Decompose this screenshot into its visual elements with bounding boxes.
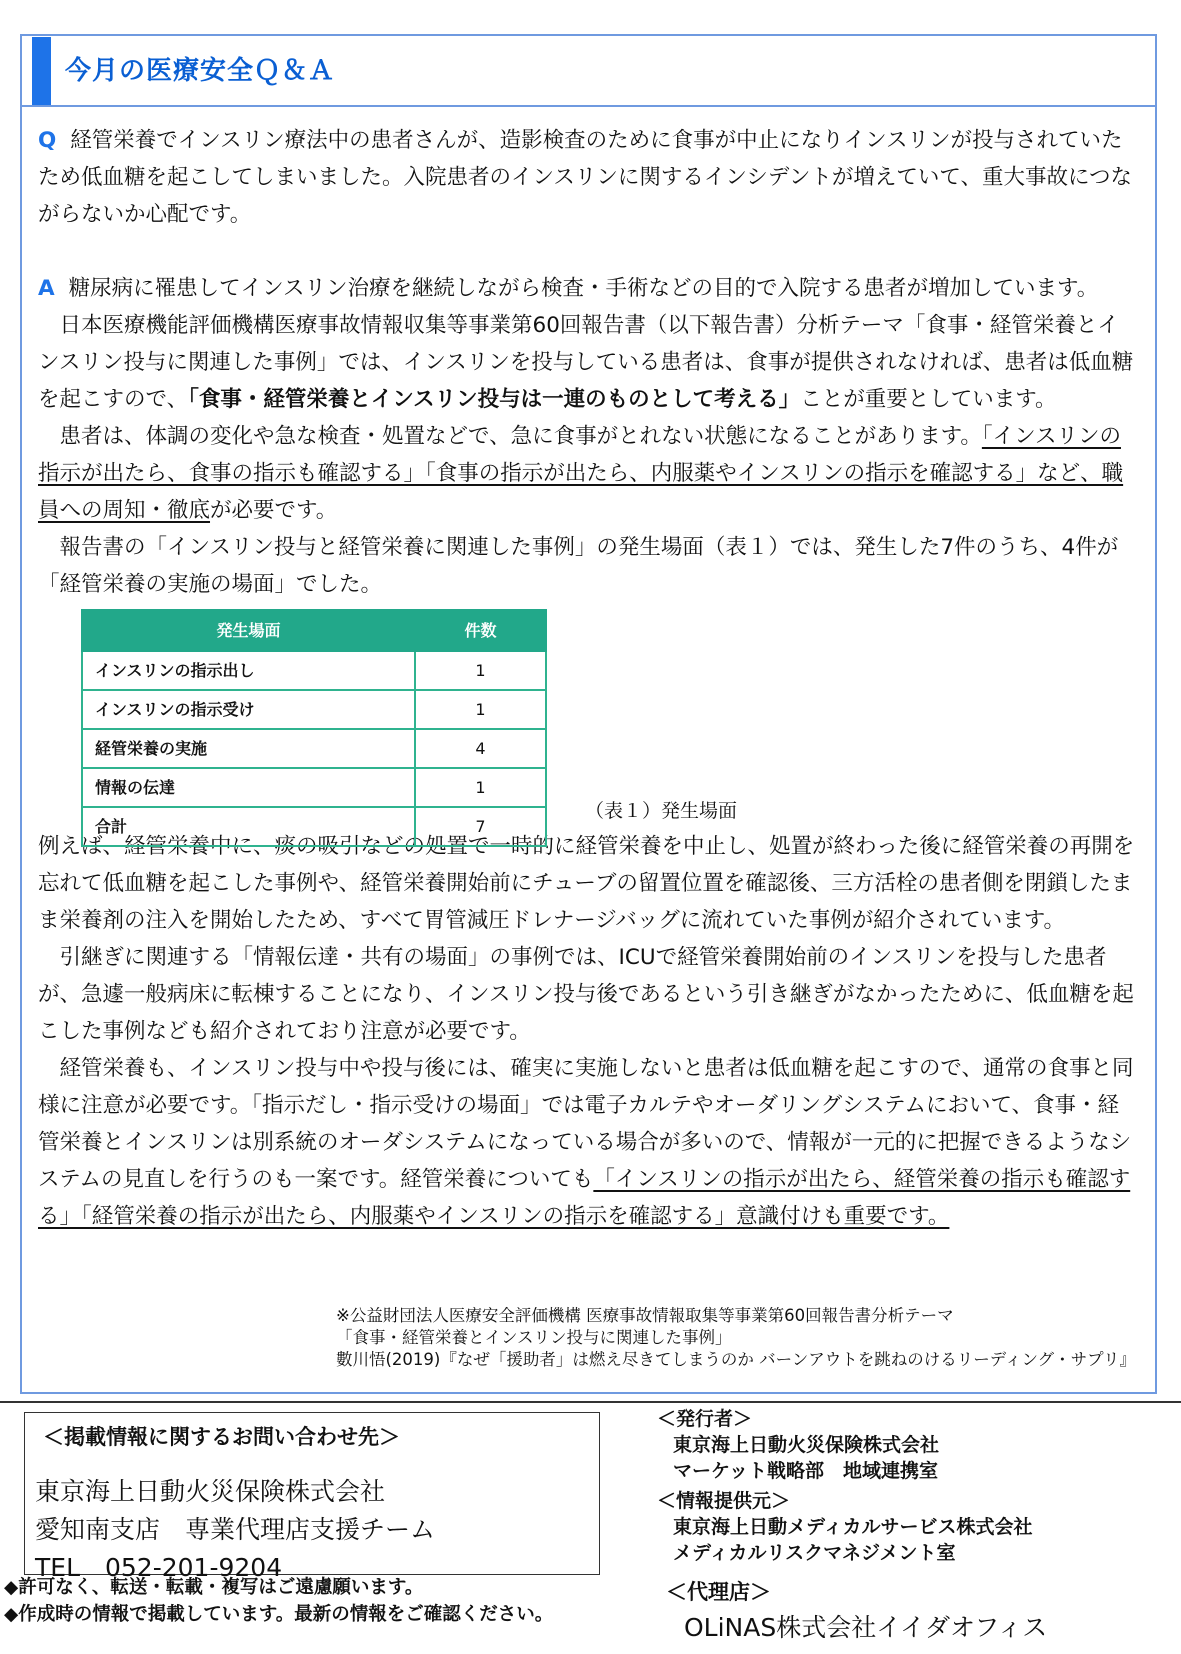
table-row: インスリンの指示受け 1 (82, 690, 546, 729)
answer-mark: A (38, 276, 55, 301)
answer-paragraph-3: 患者は、体調の変化や急な検査・処置などで、急に食事がとれない状態になることがあります。「インスリンの指示が出たら、食事の指示も確認する」「食事の指示が出たら、内服薬やインスリンの指示を確認する」など、職員への周知・徹底が必要です。 (38, 424, 1124, 523)
header-accent-bar (32, 37, 51, 105)
answer-paragraph-7: 経管栄養も、インスリン投与中や投与後には、確実に実施しないと患者は低血糖を起こすので、通常の食事と同様に注意が必要です。「指示だし・指示受けの場面」では電子カルテやオーダリングシステムにおいて、食事・経管栄養とインスリンは別系統のオーダシステムになっている場合が多いので、情報が一元的に把握できるようなシステムの見直しを行うのも一案です。経管栄養についても「インスリンの指示が出たら、経管栄養の指示も確認する」「経管栄養の指示が出たら、内服薬やインスリンの指示を確認する」意識付けも重要です。 (38, 1056, 1134, 1229)
answer-paragraph-4: 報告書の「インスリン投与と経管栄養に関連した事例」の発生場面（表１）では、発生した7件のうち、4件が「経管栄養の実施の場面」でした。 (38, 535, 1119, 597)
reference-note: ※公益財団法人医療安全評価機構 医療事故情報取集等事業第60回報告書分析テーマ 「食事・経管栄養とインスリン投与に関連した事例」 數川悟(2019)『なぜ「援助者」は燃え尽きてしまうのか バーンアウトを跳ねのけるリーディング・サプリ』 (336, 1306, 1136, 1369)
question-paragraph (38, 122, 1138, 233)
contact-box (24, 1412, 600, 1582)
table-row: インスリンの指示出し 1 (82, 651, 546, 690)
footer-divider (0, 1401, 1181, 1403)
publisher-info (657, 1406, 1032, 1566)
answer-paragraph-5: 例えば、経管栄養中に、痰の吸引などの処置で一時的に経管栄養を中止し、処置が終わった後に経管栄養の再開を忘れて低血糖を起こした事例や、経管栄養開始前にチューブの留置位置を確認後、三方活栓の患者側を閉鎖したまま栄養剤の注入を開始したため、すべて胃管減圧ドレナージバッグに流れていた事例が紹介されています。 (38, 834, 1135, 933)
emphasis-text: 「食事・経管栄養とインスリン投与は一連のものとして考える」 (188, 387, 801, 412)
agent-label: ＜代理店＞ (666, 1580, 771, 1604)
agent-info (666, 1576, 1047, 1644)
publisher-label: ＜発行者＞ (657, 1408, 753, 1430)
underlined-text: 「インスリンの指示が出たら、経管栄養の指示も確認する」「経管栄養の指示が出たら、内服薬やインスリンの指示を確認する」意識付けも重要です。 (38, 1167, 1131, 1229)
table-header-scene: 発生場面 (82, 610, 415, 651)
table-row: 情報の伝達 1 (82, 768, 546, 807)
table-header-count: 件数 (415, 610, 546, 651)
answer-intro: A 糖尿病に罹患してインスリン治療を継続しながら検査・手術などの目的で入院する患者が増加しています。 (38, 276, 1099, 301)
publisher-name: 東京海上日動火災保険株式会社 (673, 1434, 940, 1456)
underlined-text: 「インスリンの指示が出たら、食事の指示も確認する」「食事の指示が出たら、内服薬やインスリンの指示を確認する」など、職員への周知・徹底 (38, 424, 1124, 523)
contact-tel: TEL 052-201-9204 (35, 1553, 283, 1582)
occurrence-table (81, 609, 547, 847)
page-header (20, 34, 1157, 107)
question-text: 経管栄養でインスリン療法中の患者さんが、造影検査のために食事が中止になりインスリンが投与されていたため低血糖を起こしてしまいました。入院患者のインスリンに関するインシデントが増えていて、重大事故につながらないか心配です。 (38, 128, 1133, 227)
answer-paragraph-6: 引継ぎに関連する「情報伝達・共有の場面」の事例では、ICUで経管栄養開始前のインスリンを投与した患者が、急遽一般病床に転棟することになり、インスリン投与後であるという引き継ぎがなかったために、低血糖を起こした事例なども紹介されており注意が必要です。 (38, 945, 1134, 1044)
contact-heading: ＜掲載情報に関するお問い合わせ先＞ (43, 1425, 400, 1449)
agent-name: OLiNAS株式会社イイダオフィス (684, 1613, 1048, 1642)
table-header-row (82, 610, 546, 651)
question-mark: Q (38, 128, 57, 153)
page-title: 今月の医療安全Ｑ＆Ａ (65, 56, 336, 86)
contact-branch: 愛知南支店 専業代理店支援チーム (35, 1515, 436, 1544)
provider-dept: メディカルリスクマネジメント室 (673, 1542, 956, 1564)
contact-company: 東京海上日動火災保険株式会社 (35, 1477, 386, 1506)
qa-content (38, 122, 1138, 1235)
answer-paragraph-2: 日本医療機能評価機構医療事故情報収集等事業第60回報告書（以下報告書）分析テーマ「食事・経管栄養とインスリン投与に関連した事例」では、インスリンを投与している患者は、食事が提供されなければ、患者は低血糖を起こすので、「食事・経管栄養とインスリン投与は一連のものとして考える」ことが重要としています。 (38, 313, 1134, 412)
table-row: 経管栄養の実施 4 (82, 729, 546, 768)
provider-label: ＜情報提供元＞ (657, 1490, 791, 1512)
footer-notices: ◆許可なく、転送・転載・複写はご遠慮願います。 ◆作成時の情報で掲載しています。最新の情報をご確認ください。 (4, 1577, 554, 1625)
table-caption: （表１）発生場面 (585, 800, 738, 822)
provider-name: 東京海上日動メディカルサービス株式会社 (673, 1516, 1033, 1538)
table-section (38, 603, 1138, 836)
publisher-dept: マーケット戦略部 地域連携室 (673, 1460, 939, 1482)
table-row: 合計 7 (82, 807, 546, 846)
